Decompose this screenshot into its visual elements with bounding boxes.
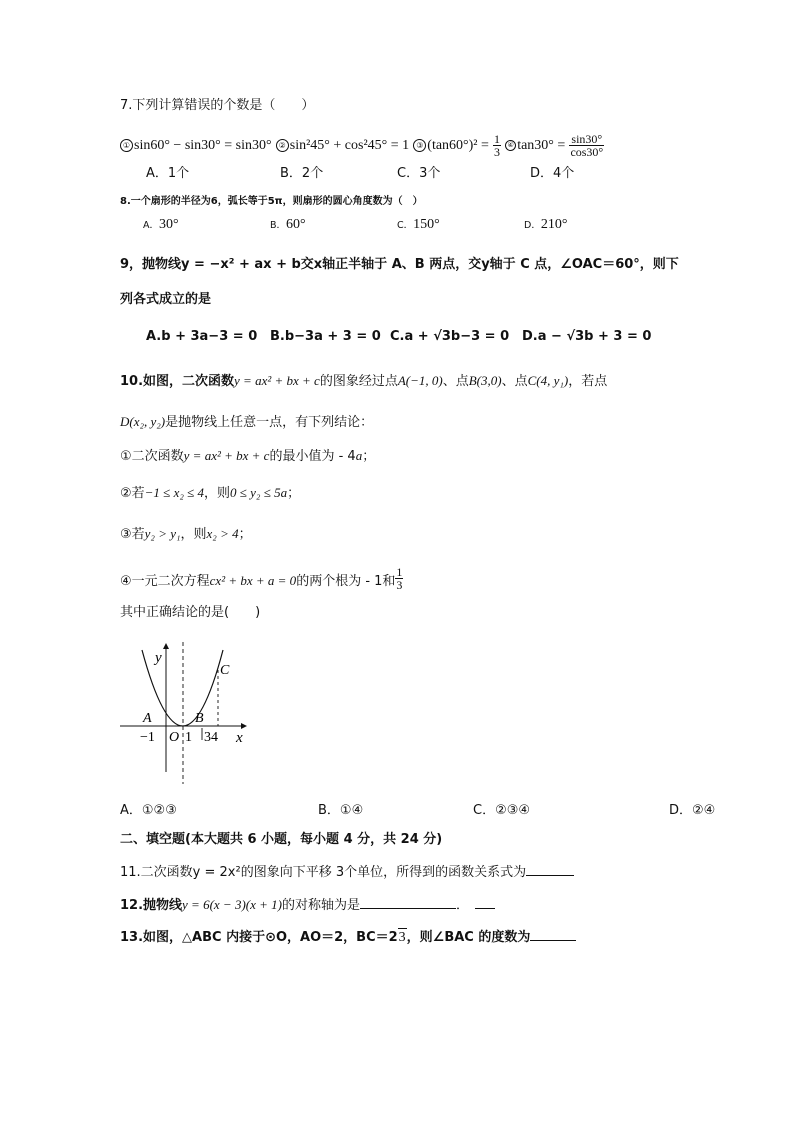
q8-option-a: A．30° bbox=[143, 217, 179, 232]
circled-3: ③ bbox=[413, 139, 426, 152]
q10-fraction-one-third: $\frac{1}{3}$ bbox=[396, 565, 403, 592]
q8-option-b: B．60° bbox=[270, 217, 306, 232]
tick-neg1: −1 bbox=[140, 730, 155, 745]
q10-option-a: A．①②③ bbox=[120, 803, 177, 818]
point-a: A(−1, 0) bbox=[397, 373, 443, 388]
q7-option-a: A．1个 bbox=[146, 166, 190, 181]
q10-option-b: B．①④ bbox=[318, 803, 364, 818]
parabola-graph bbox=[118, 640, 258, 790]
q9-option-b: B.b−3a + 3 = 0 bbox=[270, 329, 381, 344]
label-c: C bbox=[220, 663, 230, 678]
q13-sqrt: 3 bbox=[398, 930, 406, 945]
q10-ask: 其中正确结论的是( ) bbox=[120, 605, 261, 620]
circled-2: ② bbox=[276, 139, 289, 152]
q10-function: y = ax² + bx + c bbox=[234, 373, 320, 388]
label-b: B bbox=[195, 711, 204, 726]
q9-option-a: A.b + 3a−3 = 0 bbox=[146, 329, 258, 344]
q10-line1: 10.如图，二次函数y = ax² + bx + c的图象经过点A(−1, 0)、点B(3,0)、点C(4, y₁)，若点 bbox=[120, 373, 608, 389]
q13: 13.如图，△ABC 内接于⊙O，AO＝2，BC＝23，则∠BAC 的度数为 bbox=[120, 928, 576, 947]
q7-option-c: C．3个 bbox=[397, 166, 441, 181]
q10-option-c: C．②③④ bbox=[473, 803, 531, 818]
q7-item3: (tan60°)² = bbox=[427, 138, 489, 153]
q7-item4-fraction: $\frac{\sin 30^\circ}{\cos 30^\circ}$ bbox=[570, 132, 604, 159]
x-label: x bbox=[236, 730, 243, 746]
q9-line2: 列各式成立的是 bbox=[120, 292, 212, 307]
q9-option-c: C.a + √3b−3 = 0 bbox=[390, 329, 510, 344]
q11-answer-blank bbox=[526, 863, 574, 876]
label-o: O bbox=[169, 730, 180, 745]
q7-option-b: B．2个 bbox=[280, 166, 324, 181]
q7-item3-fraction: $\frac{1}{3}$ bbox=[494, 132, 501, 159]
q10-line2: D(x₂, y₂)是抛物线上任意一点，有下列结论： bbox=[120, 414, 374, 430]
q7-option-d: D．4个 bbox=[530, 166, 575, 181]
q7-items bbox=[120, 133, 604, 158]
q7-item2: sin²45° + cos²45° = 1 bbox=[289, 138, 410, 153]
circled-1: ① bbox=[120, 139, 133, 152]
label-a: A bbox=[143, 711, 152, 726]
section2-title: 二、填空题(本大题共 6 小题，每小题 4 分，共 24 分) bbox=[120, 832, 443, 847]
q7-stem: 7.下列计算错误的个数是（ ） bbox=[120, 98, 315, 113]
q12-function: y = 6(x − 3)(x + 1) bbox=[182, 897, 282, 912]
tick-34: 34 bbox=[204, 730, 218, 745]
q7-item4: tan30° = bbox=[517, 138, 566, 153]
q12: 12.抛物线y = 6(x − 3)(x + 1)的对称轴为是 ． bbox=[120, 896, 495, 915]
q10-conclusion-2: ②若−1 ≤ x₂ ≤ 4，则0 ≤ y₂ ≤ 5a； bbox=[120, 485, 301, 501]
q12-answer-blank-2 bbox=[475, 896, 495, 909]
point-c: C(4, y₁) bbox=[527, 373, 569, 388]
q10-option-d: D．②④ bbox=[669, 803, 716, 818]
q8-option-c: C．150° bbox=[397, 217, 440, 232]
q10-conclusion-1: ①二次函数y = ax² + bx + c的最小值为 - 4a； bbox=[120, 448, 376, 464]
q12-answer-blank bbox=[360, 896, 456, 909]
y-label: y bbox=[155, 650, 162, 666]
q9-option-d: D.a − √3b + 3 = 0 bbox=[522, 329, 652, 344]
circled-4: ④ bbox=[505, 140, 516, 151]
tick-1: 1 bbox=[185, 730, 192, 745]
point-d: D(x₂, y₂) bbox=[120, 414, 166, 429]
q10-conclusion-4: ④一元二次方程cx² + bx + a = 0的两个根为 - 1和 $\frac{1}{3}$ bbox=[120, 565, 403, 592]
q8-stem: 8.一个扇形的半径为6，弧长等于5π，则扇形的圆心角度数为（ ） bbox=[120, 196, 423, 207]
q11: 11.二次函数y = 2x²的图象向下平移 3个单位，所得到的函数关系式为 bbox=[120, 863, 574, 882]
q9-line1: 9，抛物线y = −x² + ax + b交x轴正半轴于 A、B 两点，交y轴于 C 点，∠OAC＝60°，则下 bbox=[120, 257, 679, 272]
q10-conclusion-3: ③若y₂ > y₁，则x₂ > 4； bbox=[120, 526, 252, 542]
point-b: B(3,0) bbox=[468, 373, 502, 388]
q8-option-d: D．210° bbox=[524, 217, 568, 232]
q13-answer-blank bbox=[530, 928, 576, 941]
q7-item1: sin60° − sin30° = sin30° bbox=[134, 138, 272, 153]
